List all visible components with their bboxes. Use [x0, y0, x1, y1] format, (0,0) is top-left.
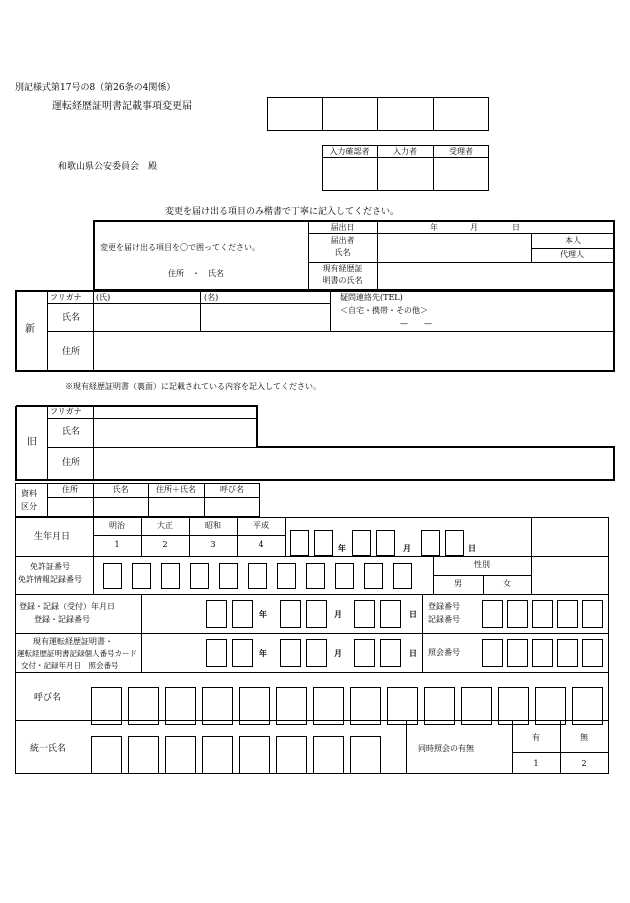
current-cert-label-1: 現有運転経歴証明書・: [33, 637, 113, 646]
registration-no-digit[interactable]: [532, 600, 553, 628]
current-month-digit[interactable]: [280, 639, 301, 667]
birth-year-digit[interactable]: [314, 530, 333, 556]
sex-female-option[interactable]: 女: [503, 579, 511, 588]
era-meiji[interactable]: 明治: [109, 521, 125, 530]
license-digit[interactable]: [190, 563, 209, 589]
current-year-unit: 年: [259, 648, 267, 658]
registration-day-unit: 日: [409, 609, 417, 619]
registration-year-digit[interactable]: [232, 600, 253, 628]
birth-year-unit: 年: [338, 543, 346, 553]
material-option-name[interactable]: 氏名: [112, 485, 129, 494]
unified-name-label: 統一氏名: [30, 744, 67, 754]
old-section-note: ※現有経歴証明書（裏面）に記載されている内容を記入してください。: [65, 382, 321, 391]
sex-label: 性別: [474, 560, 490, 569]
unified-name-char[interactable]: [91, 736, 122, 774]
registration-month-digit[interactable]: [306, 600, 327, 628]
birth-year-digit[interactable]: [290, 530, 309, 556]
submitter-self-option[interactable]: 本人: [565, 236, 581, 245]
simultaneous-yes-code: 1: [533, 759, 539, 768]
call-name-char[interactable]: [91, 687, 122, 725]
unified-name-char[interactable]: [350, 736, 381, 774]
inquiry-digit[interactable]: [532, 639, 553, 667]
form-title: 運転経歴証明書記載事項変更届: [52, 101, 192, 112]
current-day-digit[interactable]: [380, 639, 401, 667]
registration-month-digit[interactable]: [280, 600, 301, 628]
call-name-label: 呼び名: [34, 693, 62, 703]
birth-date-label: 生年月日: [34, 532, 71, 542]
registration-no-digit[interactable]: [582, 600, 603, 628]
current-day-unit: 日: [409, 648, 417, 658]
simultaneous-yes-option[interactable]: 有: [532, 733, 540, 742]
era-taisho[interactable]: 大正: [157, 521, 173, 530]
license-digit[interactable]: [306, 563, 325, 589]
record-no-label: 記録番号: [428, 615, 460, 624]
unified-name-char[interactable]: [202, 736, 233, 774]
call-name-char[interactable]: [461, 687, 492, 725]
license-digit[interactable]: [364, 563, 383, 589]
contact-dashes: — —: [400, 319, 432, 328]
submit-item-options[interactable]: 住所 ・ 氏名: [168, 269, 224, 278]
unified-name-char[interactable]: [165, 736, 196, 774]
new-section-label: 新: [25, 324, 35, 335]
registration-day-digit[interactable]: [380, 600, 401, 628]
material-label-1: 資料: [21, 489, 37, 498]
simultaneous-inquiry-label: 同時照会の有無: [418, 744, 474, 753]
current-name-label-2: 明書の氏名: [322, 276, 363, 285]
committee-addressee: 和歌山県公安委員会 殿: [58, 162, 158, 172]
old-address-label: 住所: [62, 458, 81, 468]
new-given-label: (名): [204, 293, 219, 302]
license-digit[interactable]: [132, 563, 151, 589]
contact-tel-label: 疑問連絡先(TEL): [340, 293, 403, 302]
current-month-unit: 月: [334, 648, 342, 658]
era-showa[interactable]: 昭和: [205, 521, 221, 530]
registration-no-label: 登録番号: [428, 602, 460, 611]
call-name-char[interactable]: [424, 687, 455, 725]
sex-male-option[interactable]: 男: [454, 579, 462, 588]
license-digit[interactable]: [277, 563, 296, 589]
contact-type-options[interactable]: ＜自宅・携帯・その他＞: [340, 306, 428, 315]
submit-month-label: 月: [470, 223, 478, 232]
simultaneous-no-option[interactable]: 無: [580, 733, 588, 742]
material-option-both[interactable]: 住所＋氏名: [156, 485, 196, 494]
license-digit[interactable]: [393, 563, 412, 589]
registration-month-unit: 月: [334, 609, 342, 619]
registration-date-label: 登録・記録（受付）年月日: [19, 602, 115, 611]
unified-name-char[interactable]: [313, 736, 344, 774]
call-name-char[interactable]: [128, 687, 159, 725]
submitter-agent-option[interactable]: 代理人: [560, 250, 584, 259]
instruction-text: 変更を届け出る項目のみ楷書で丁寧に記入してください。: [165, 207, 400, 217]
simultaneous-no-code: 2: [581, 759, 587, 768]
birth-month-unit: 月: [403, 543, 411, 553]
license-digit[interactable]: [161, 563, 180, 589]
current-day-digit[interactable]: [354, 639, 375, 667]
submit-year-label: 年: [430, 223, 438, 232]
submit-day-label: 日: [512, 223, 520, 232]
birth-day-unit: 日: [468, 543, 476, 553]
unified-name-char[interactable]: [276, 736, 307, 774]
license-digit[interactable]: [219, 563, 238, 589]
birth-month-digit[interactable]: [376, 530, 395, 556]
era-code-1: 1: [114, 540, 120, 549]
license-digit[interactable]: [248, 563, 267, 589]
birth-day-digit[interactable]: [421, 530, 440, 556]
unified-name-char[interactable]: [128, 736, 159, 774]
old-furigana-label: フリガナ: [50, 407, 82, 416]
call-name-char[interactable]: [535, 687, 566, 725]
form-reference: 別記様式第17号の8（第26条の4関係）: [15, 83, 176, 93]
new-name-label: 氏名: [62, 313, 81, 323]
call-name-char[interactable]: [350, 687, 381, 725]
registration-day-digit[interactable]: [354, 600, 375, 628]
registration-number-label: 登録・記録番号: [34, 615, 90, 624]
license-digit[interactable]: [103, 563, 122, 589]
material-option-address[interactable]: 住所: [62, 485, 78, 494]
new-address-label: 住所: [62, 347, 81, 357]
submitter-label: 届出者: [330, 236, 355, 245]
staff-confirmer-label: 入力確認者: [329, 147, 370, 156]
unified-name-char[interactable]: [239, 736, 270, 774]
inquiry-digit[interactable]: [557, 639, 578, 667]
material-label-2: 区分: [21, 502, 37, 511]
registration-no-digit[interactable]: [482, 600, 503, 628]
inquiry-digit[interactable]: [482, 639, 503, 667]
material-option-callname[interactable]: 呼び名: [220, 485, 244, 494]
registration-year-unit: 年: [259, 609, 267, 619]
era-code-3: 3: [210, 540, 216, 549]
registration-no-digit[interactable]: [507, 600, 528, 628]
call-name-char[interactable]: [202, 687, 233, 725]
current-year-digit[interactable]: [206, 639, 227, 667]
inquiry-number-label: 照会番号: [428, 648, 460, 657]
license-digit[interactable]: [335, 563, 354, 589]
era-heisei[interactable]: 平成: [253, 521, 269, 530]
call-name-char[interactable]: [165, 687, 196, 725]
current-cert-label-2: 運転経歴証明書記録個人番号カード: [17, 649, 137, 658]
old-section-label: 旧: [27, 437, 37, 448]
call-name-char[interactable]: [572, 687, 603, 725]
license-number-label: 免許証番号: [30, 562, 70, 571]
current-year-digit[interactable]: [232, 639, 253, 667]
new-furigana-label: フリガナ: [50, 293, 82, 302]
call-name-char[interactable]: [276, 687, 307, 725]
inquiry-digit[interactable]: [582, 639, 603, 667]
call-name-char[interactable]: [239, 687, 270, 725]
birth-month-digit[interactable]: [352, 530, 371, 556]
license-record-label: 免許情報記録番号: [18, 575, 82, 584]
call-name-char[interactable]: [313, 687, 344, 725]
staff-inputter-label: 入力者: [393, 147, 417, 156]
call-name-char[interactable]: [498, 687, 529, 725]
submit-date-label: 届出日: [330, 223, 355, 232]
staff-receiver-label: 受理者: [449, 147, 473, 156]
new-family-label: (氏): [96, 293, 111, 302]
inquiry-digit[interactable]: [507, 639, 528, 667]
birth-day-digit[interactable]: [445, 530, 464, 556]
current-name-label-1: 現有経歴証: [322, 264, 363, 273]
current-month-digit[interactable]: [306, 639, 327, 667]
old-name-label: 氏名: [62, 427, 81, 437]
era-code-2: 2: [162, 540, 168, 549]
registration-year-digit[interactable]: [206, 600, 227, 628]
era-code-4: 4: [258, 540, 264, 549]
call-name-char[interactable]: [387, 687, 418, 725]
submit-item-prompt: 変更を届け出る項目を〇で囲ってください。: [100, 243, 260, 252]
current-cert-label-3: 交付・記録年月日 照会番号: [21, 661, 119, 670]
submitter-name-label: 氏名: [334, 248, 351, 257]
registration-no-digit[interactable]: [557, 600, 578, 628]
